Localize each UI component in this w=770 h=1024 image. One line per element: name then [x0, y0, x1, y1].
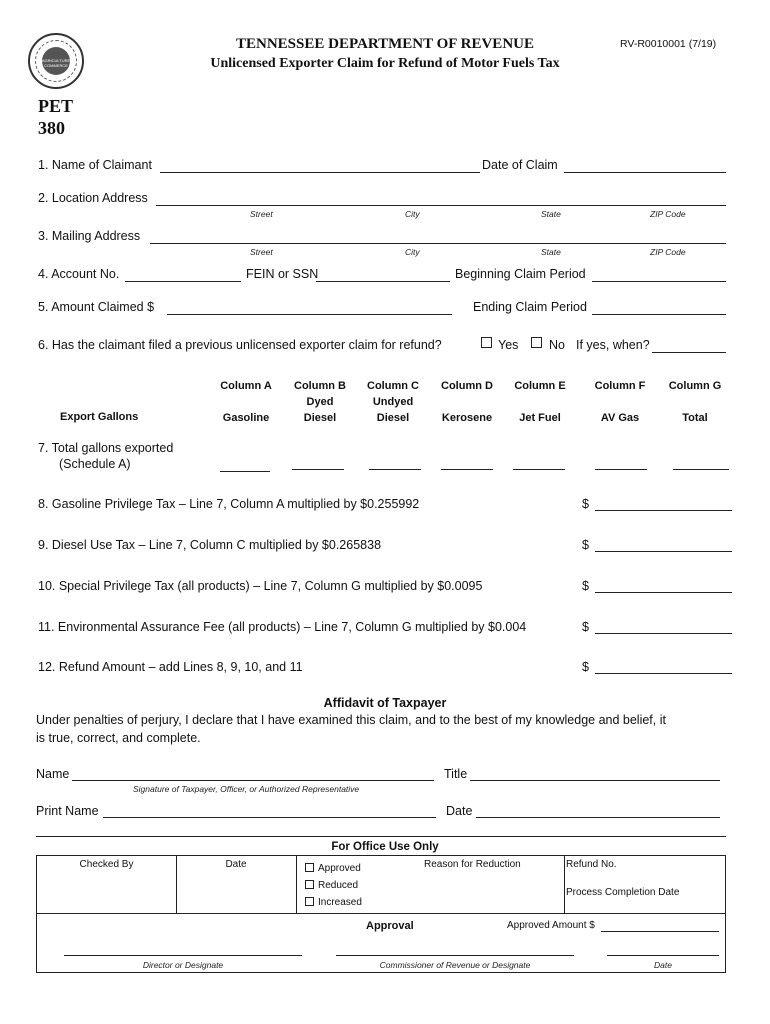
mailing-address-field[interactable]	[150, 243, 726, 244]
account-no-field[interactable]	[125, 281, 241, 282]
line-9-label: 9. Diesel Use Tax – Line 7, Column C multiplied by $0.265838	[38, 538, 382, 552]
account-no-label: 4. Account No.	[38, 267, 120, 281]
if-yes-when-field[interactable]	[652, 352, 726, 353]
approval-date-caption: Date	[654, 960, 672, 970]
column-product: Jet Fuel	[519, 412, 561, 424]
amount-claimed-label: 5. Amount Claimed $	[38, 300, 155, 314]
column-letter: Column B	[294, 380, 346, 392]
increased-label: Increased	[318, 897, 362, 908]
claimant-name-field[interactable]	[160, 172, 480, 173]
line-10-amount-field[interactable]	[595, 592, 732, 593]
dollar-sign: $	[582, 538, 589, 552]
form-title: Unlicensed Exporter Claim for Refund of Motor Fuels Tax	[210, 56, 560, 71]
dollar-sign: $	[582, 579, 589, 593]
print-name-label: Print Name	[36, 804, 99, 818]
line-8-label: 8. Gasoline Privilege Tax – Line 7, Column A multiplied by $0.255992	[38, 497, 420, 511]
pet-number: 380	[38, 118, 65, 138]
column-product: Gasoline	[222, 412, 270, 424]
approval-label: Approval	[366, 920, 414, 932]
state-caption: State	[541, 247, 561, 257]
increased-option[interactable]	[305, 897, 362, 908]
street-caption: Street	[250, 247, 273, 257]
column-f-gallons-field[interactable]	[595, 469, 647, 470]
name-label: Name	[36, 767, 70, 781]
column-e-gallons-field[interactable]	[513, 469, 565, 470]
column-c-header	[357, 378, 429, 426]
checked-by-label: Checked By	[79, 859, 134, 870]
increased-checkbox[interactable]	[305, 897, 314, 906]
box-divider	[564, 856, 565, 913]
fein-field[interactable]	[316, 281, 450, 282]
affidavit-text-2: is true, correct, and complete.	[36, 731, 201, 745]
if-yes-label: If yes, when?	[576, 338, 650, 352]
column-g-gallons-field[interactable]	[673, 469, 729, 470]
column-letter: Column G	[668, 380, 722, 392]
column-letter: Column C	[367, 380, 419, 392]
line-12-label: 12. Refund Amount – add Lines 8, 9, 10, and 11	[38, 660, 303, 674]
column-sub: Undyed	[372, 396, 414, 408]
line-9-amount-field[interactable]	[595, 551, 732, 552]
mailing-address-label: 3. Mailing Address	[38, 229, 141, 243]
form-id: RV-R0010001 (7/19)	[620, 38, 717, 50]
signature-field[interactable]	[72, 780, 434, 781]
date-of-claim-label: Date of Claim	[482, 158, 558, 172]
affidavit-text-1: Under penalties of perjury, I declare that I have examined this claim, and to the best of my knowledge and belief, it	[36, 713, 666, 727]
column-letter: Column F	[594, 380, 646, 392]
location-address-label: 2. Location Address	[38, 191, 148, 205]
column-e-header	[504, 378, 576, 426]
dollar-sign: $	[582, 660, 589, 674]
column-product: Diesel	[376, 412, 410, 424]
seal-text: AGRICULTURE COMMERCE	[41, 58, 71, 68]
pet-label: PET	[38, 96, 74, 116]
approval-date-field[interactable]	[607, 955, 719, 956]
column-b-gallons-field[interactable]	[292, 469, 344, 470]
no-checkbox[interactable]	[531, 337, 542, 348]
print-name-field[interactable]	[103, 817, 436, 818]
title-label: Title	[444, 767, 468, 781]
dollar-sign: $	[582, 620, 589, 634]
column-sub	[504, 394, 576, 410]
claimant-name-label: 1. Name of Claimant	[38, 158, 152, 172]
box-divider	[296, 856, 297, 913]
zip-caption: ZIP Code	[650, 247, 686, 257]
column-product: Total	[682, 412, 708, 424]
commissioner-signature-field[interactable]	[336, 955, 574, 956]
location-address-field[interactable]	[156, 205, 726, 206]
director-signature-field[interactable]	[64, 955, 302, 956]
commissioner-caption: Commissioner of Revenue or Designate	[379, 960, 531, 970]
refund-no-label: Refund No.	[566, 859, 617, 870]
column-f-header	[584, 378, 656, 426]
column-sub	[431, 394, 503, 410]
date-label: Date	[446, 804, 473, 818]
line-8-amount-field[interactable]	[595, 510, 732, 511]
approved-amount-field[interactable]	[601, 931, 719, 932]
column-sub	[210, 394, 282, 410]
dollar-sign: $	[582, 497, 589, 511]
line-11-amount-field[interactable]	[595, 633, 732, 634]
no-label: No	[549, 338, 565, 352]
column-d-gallons-field[interactable]	[441, 469, 493, 470]
date-field[interactable]	[476, 817, 720, 818]
column-product: Kerosene	[441, 412, 493, 424]
approved-checkbox[interactable]	[305, 863, 314, 872]
ending-period-label: Ending Claim Period	[473, 300, 587, 314]
column-g-header	[659, 378, 731, 426]
box-divider	[37, 913, 725, 914]
column-sub	[584, 394, 656, 410]
title-field[interactable]	[470, 780, 720, 781]
director-caption: Director or Designate	[142, 960, 224, 970]
column-sub	[659, 394, 731, 410]
date-of-claim-field[interactable]	[564, 172, 726, 173]
column-b-header	[284, 378, 356, 426]
zip-caption: ZIP Code	[650, 209, 686, 219]
affidavit-title: Affidavit of Taxpayer	[323, 696, 447, 710]
beginning-period-label: Beginning Claim Period	[455, 267, 586, 281]
office-divider	[36, 836, 726, 837]
city-caption: City	[405, 209, 420, 219]
city-caption: City	[405, 247, 420, 257]
export-gallons-label: Export Gallons	[60, 411, 139, 423]
column-a-gallons-field[interactable]	[220, 471, 270, 472]
line-11-label: 11. Environmental Assurance Fee (all products) – Line 7, Column G multiplied by $0.004	[38, 620, 527, 634]
column-sub: Dyed	[306, 396, 334, 408]
signature-caption: Signature of Taxpayer, Officer, or Authorized Representative	[133, 784, 360, 794]
beginning-period-field[interactable]	[592, 281, 726, 282]
department-title: TENNESSEE DEPARTMENT OF REVENUE	[235, 36, 534, 52]
yes-label: Yes	[498, 338, 519, 352]
previous-claim-question: 6. Has the claimant filed a previous unlicensed exporter claim for refund?	[38, 338, 442, 352]
column-product: AV Gas	[600, 412, 640, 424]
reduced-label: Reduced	[318, 880, 359, 891]
amount-claimed-field[interactable]	[167, 314, 452, 315]
office-use-heading: For Office Use Only	[331, 841, 439, 853]
schedule-a-label: (Schedule A)	[59, 457, 131, 471]
approved-amount-label: Approved Amount $	[507, 920, 595, 931]
line-10-label: 10. Special Privilege Tax (all products) – Line 7, Column G multiplied by $0.0095	[38, 579, 483, 593]
yes-checkbox[interactable]	[481, 337, 492, 348]
office-date-label: Date	[225, 859, 247, 870]
total-gallons-label: 7. Total gallons exported	[38, 441, 174, 455]
state-caption: State	[541, 209, 561, 219]
reduced-checkbox[interactable]	[305, 880, 314, 889]
column-product: Diesel	[303, 412, 337, 424]
column-d-header	[431, 378, 503, 426]
line-12-amount-field[interactable]	[595, 673, 732, 674]
reduced-option[interactable]	[305, 880, 358, 891]
fein-label: FEIN or SSN	[246, 267, 319, 281]
column-letter: Column A	[220, 380, 272, 392]
approved-option[interactable]	[305, 863, 361, 874]
column-letter: Column D	[441, 380, 493, 392]
street-caption: Street	[250, 209, 273, 219]
office-use-box	[36, 855, 726, 973]
approved-label: Approved	[318, 863, 361, 874]
reason-label: Reason for Reduction	[424, 859, 521, 870]
process-date-label: Process Completion Date	[566, 887, 680, 898]
column-letter: Column E	[514, 380, 566, 392]
column-c-gallons-field[interactable]	[369, 469, 421, 470]
ending-period-field[interactable]	[592, 314, 726, 315]
column-a-header	[210, 378, 282, 426]
